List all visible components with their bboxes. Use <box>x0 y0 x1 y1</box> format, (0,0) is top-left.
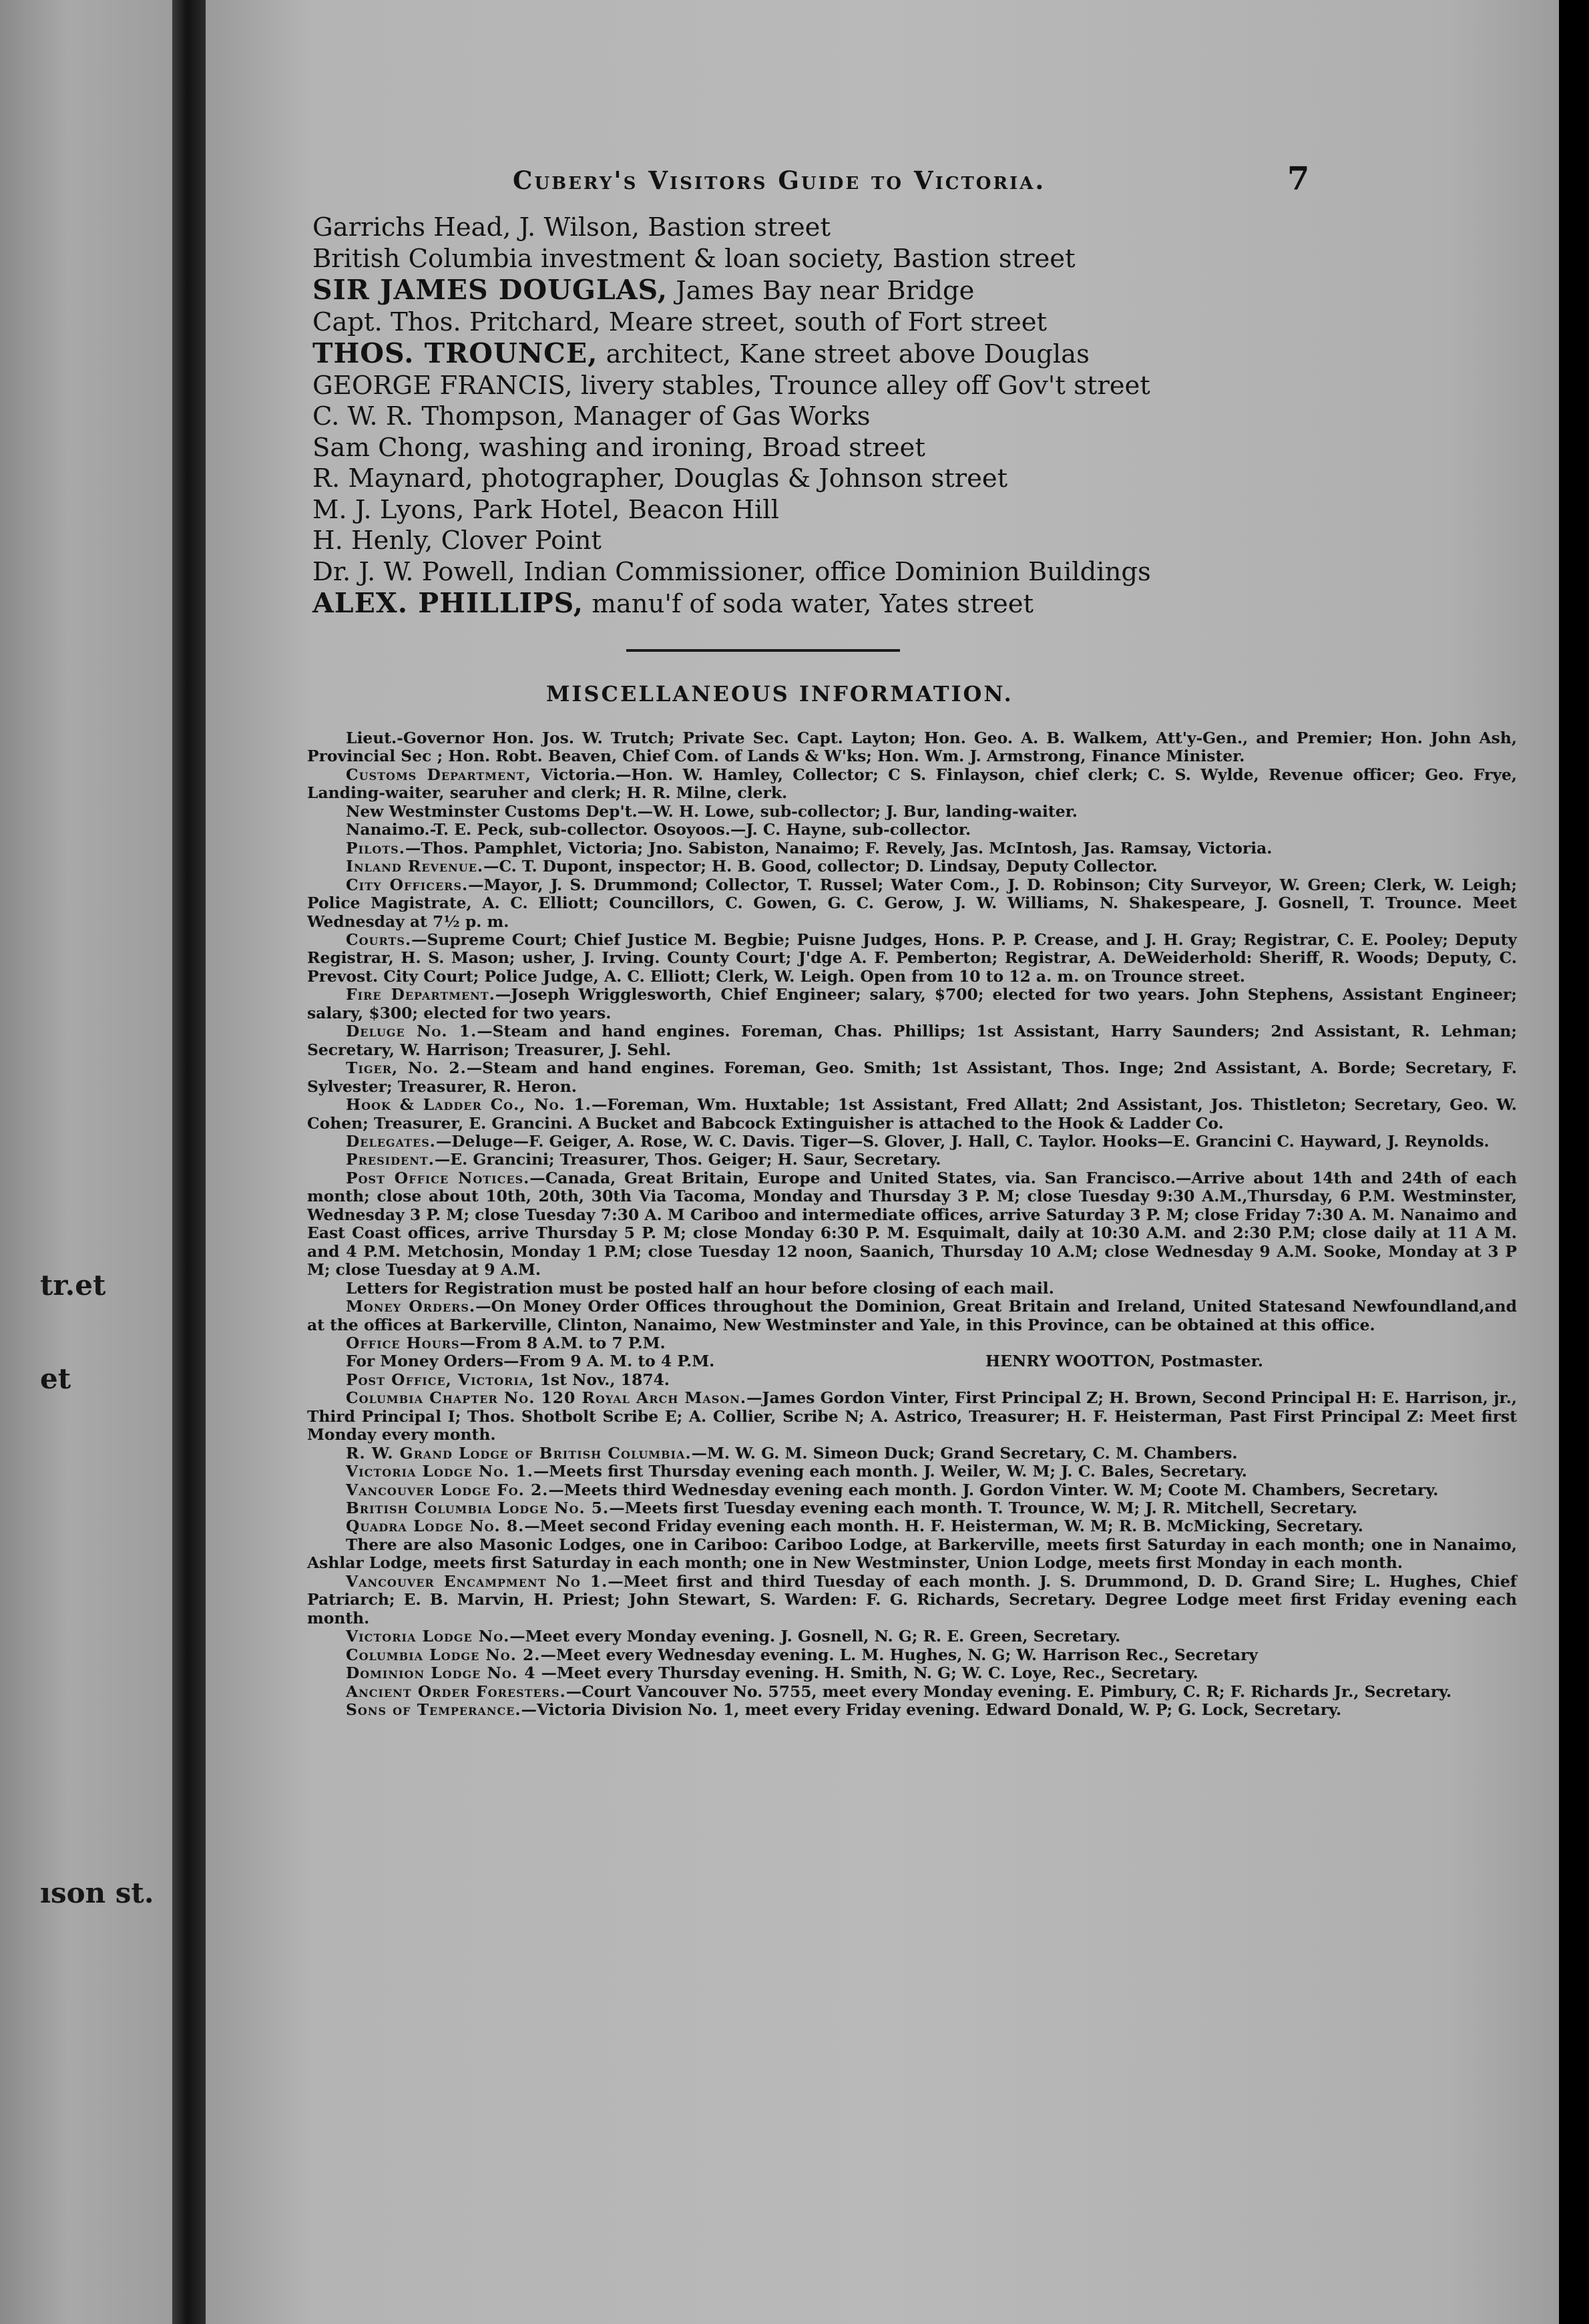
info-paragraph-heading: British Columbia Lodge No. 5. <box>346 1499 610 1518</box>
info-paragraph-heading: Money Orders. <box>346 1297 476 1316</box>
info-paragraph-text: —Deluge—F. Geiger, A. Rose, W. C. Davis. Tiger—S. Glover, J. Hall, C. Taylor. Hooks—E. Grancini C. Hayward, J. Reynolds. <box>435 1131 1490 1151</box>
info-paragraph <box>307 821 1517 839</box>
info-paragraph <box>307 1517 1517 1535</box>
info-paragraph-text: Letters for Registration must be posted half an hour before closing of each mail. <box>346 1278 1054 1298</box>
directory-entry-name: ALEX. PHILLIPS, <box>312 587 584 619</box>
info-paragraph-heading: Vancouver Lodge Fo. 2. <box>346 1480 549 1499</box>
info-paragraph <box>307 1334 1517 1352</box>
info-paragraph <box>307 1463 1517 1481</box>
info-paragraph-text: —Court Vancouver No. 5755, meet every Monday evening. E. Pimbury, C. R; F. Richards Jr., Secretary. <box>565 1682 1452 1701</box>
info-paragraph-heading: City Officers. <box>346 875 469 894</box>
info-paragraph-text: —Meets first Tuesday evening each month. T. Trounce, W. M; J. R. Mitchell, Secretary. <box>609 1499 1357 1518</box>
info-paragraph-text: —From 8 A.M. to 7 P.M. <box>459 1333 666 1352</box>
info-paragraph-text: There are also Masonic Lodges, one in Cariboo: Cariboo Lodge, at Barkerville, meets first Saturday in each month; one in Nanaimo, Ashlar Lodge, meets first Saturday in each month; one in New Westminster, Union Lodge, meets first Monday in each month. <box>307 1535 1517 1573</box>
directory-entry <box>312 495 1481 526</box>
info-paragraph-text: —Supreme Court; Chief Justice M. Begbie; Puisne Judges, Hons. P. P. Crease, and J. H. Gray; Registrar, C. E. Pooley; Deputy Registrar, H. S. Mason; usher, J. Irving. County Court; J'dge A. F. Pemberton; Registrar, A. DeWeiderhold: Sheriff, R. Woods; Deputy, C. Prevost. City Court; Police Judge, A. C. Elliott; Clerk, W. Leigh. Open from 10 to 12 a. m. on Trounce street. <box>307 930 1517 986</box>
info-paragraph-text: —Meets third Wednesday evening each month. J. Gordon Vinter. W. M; Coote M. Chambers, Secretary. <box>548 1480 1439 1499</box>
info-paragraph-heading: Customs Department, <box>346 765 531 784</box>
info-paragraph-text: —C. T. Dupont, inspector; H. B. Good, collector; D. Lindsay, Deputy Collector. <box>483 857 1158 876</box>
directory-entry-text: Sam Chong, washing and ironing, Broad street <box>312 432 925 463</box>
info-paragraph <box>307 931 1517 986</box>
directory-entry-name: THOS. TROUNCE, <box>312 337 598 369</box>
section-title: MISCELLANEOUS INFORMATION. <box>546 681 1013 707</box>
directory-entry-text: James Bay near Bridge <box>667 276 975 306</box>
directory-entry-text: British Columbia investment & loan society, Bastion street <box>312 243 1076 274</box>
section-divider <box>626 649 900 652</box>
info-paragraph-text: —Canada, Great Britain, Europe and United States, via. San Francisco.—Arrive about 14th and 24th of each month; close about 10th, 20th, 30th Via Tacoma, Monday and Thursday 3 P. M; close Tuesday 9:30 A.M.,Thursday, 6 P.M. Westminster, Wednesday 3 P. M; close Tuesday 7:30 A. M Cariboo and intermediate offices, arrive Saturday 3 P. M; close Friday 7:30 A. M. Nanaimo and East Coast offices, arrive Thursday 5 P. M; close Monday 6:30 P. M. Esquimalt, daily at 10:30 A.M. and 2:30 P.M; close daily at 11 A M. and 4 P.M. Metchosin, Monday 1 P.M; close Tuesday 12 noon, Saanich, Thursday 10 A.M; close Wednesday 9 A.M. Sooke, Monday at 3 P M; close Tuesday at 9 A.M. <box>307 1168 1518 1280</box>
info-paragraph <box>307 766 1517 803</box>
directory-entry-text: Capt. Thos. Pritchard, Meare street, south of Fort street <box>312 307 1048 337</box>
info-paragraph <box>307 1683 1517 1701</box>
directory-entry <box>312 433 1481 464</box>
info-paragraph-heading: Delegates. <box>346 1131 436 1151</box>
info-paragraph-heading: Inland Revenue. <box>346 857 484 876</box>
directory-entry <box>312 588 1481 620</box>
info-paragraph-text: Victoria.—Hon. W. Hamley, Collector; C S. Finlayson, chief clerk; C. S. Wylde, Revenue officer; Geo. Frye, Landing-waiter, searuher and clerk; H. R. Milne, clerk. <box>307 765 1517 803</box>
left-page-fragment: ıson st. <box>40 1877 154 1909</box>
info-paragraph-text: —Joseph Wrigglesworth, Chief Engineer; salary, $700; elected for two years. John Stephens, Assistant Engineer; salary, $300; elected for two years. <box>307 985 1517 1022</box>
scan-edge <box>1559 0 1589 2324</box>
info-paragraph-text: —On Money Order Offices throughout the Dominion, Great Britain and Ireland, United Statesand Newfoundland,and at the offices at Barkerville, Clinton, Nanaimo, New Westminster and Yale, in this Province, can be obtained at this office. <box>307 1297 1518 1334</box>
info-paragraph <box>307 1389 1517 1444</box>
info-paragraph-text: —Meet every Thursday evening. H. Smith, N. G; W. C. Loye, Rec., Secretary. <box>535 1664 1198 1683</box>
info-paragraph-heading: Vancouver Encampment No 1. <box>346 1571 608 1591</box>
info-paragraph-heading: Dominion Lodge No. 4 <box>346 1664 536 1683</box>
directory-entry-text: H. Henly, Clover Point <box>312 526 602 556</box>
directory-entry-text: manu'f of soda water, Yates street <box>584 589 1034 619</box>
info-paragraph-text: —Meet second Friday evening each month. H. F. Heisterman, W. M; R. B. McMicking, Secretary. <box>524 1517 1363 1536</box>
left-page-fragment: tr.et <box>40 1269 106 1302</box>
money-orders-line <box>307 1352 1517 1370</box>
info-paragraph-heading: Quadra Lodge No. 8. <box>346 1517 525 1536</box>
info-paragraph <box>307 857 1517 876</box>
info-paragraph <box>307 876 1517 931</box>
info-paragraph <box>307 1133 1517 1151</box>
info-paragraph <box>307 1701 1517 1719</box>
info-paragraph-text: —Steam and hand engines. Foreman, Geo. Smith; 1st Assistant, Thos. Inge; 2nd Assistant, A. Borde; Secretary, F. Sylvester; Treasurer, R. Heron. <box>307 1058 1518 1096</box>
info-paragraph-heading: Ancient Order Foresters. <box>346 1682 566 1701</box>
directory-entry <box>312 526 1481 557</box>
info-paragraph-text: —James Gordon Vinter, First Principal Z; H. Brown, Second Principal H: E. Harrison, jr., Third Principal I; Thos. Shotbolt Scribe E; A. Collier, Scribe N; A. Astrico, Treasurer; H. F. Heisterman, Past First Principal Z: Meet first Monday every month. <box>307 1388 1518 1444</box>
info-paragraph-text: —Thos. Pamphlet, Victoria; Jno. Sabiston, Nanaimo; F. Revely, Jas. McIntosh, Jas. Ramsay, Victoria. <box>405 838 1273 857</box>
info-paragraph-text: —Foreman, Wm. Huxtable; 1st Assistant, Fred Allatt; 2nd Assistant, Jos. Thistleton; Secretary, Geo. W. Cohen; Treasurer, E. Grancini. A Bucket and Babcock Extinguisher is attached to the Hook & Ladder Co. <box>307 1095 1518 1133</box>
directory-entry-text: Garrichs Head, J. Wilson, Bastion street <box>312 212 831 242</box>
info-paragraph-heading: Hook & Ladder Co., No. 1. <box>346 1095 592 1115</box>
info-paragraph <box>307 1664 1517 1682</box>
info-paragraph <box>307 1371 1517 1389</box>
running-header: Cubery's Visitors Guide to Victoria. <box>513 166 1046 195</box>
info-paragraph-text: —Steam and hand engines. Foreman, Chas. Phillips; 1st Assistant, Harry Saunders; 2nd Assistant, R. Lehman; Secretary, W. Harrison; Treasurer, J. Sehl. <box>307 1022 1517 1059</box>
info-paragraph-heading: Deluge No. 1. <box>346 1022 477 1041</box>
info-paragraph <box>307 1169 1517 1280</box>
left-page-fragment: et <box>40 1362 71 1395</box>
info-paragraph-heading: Victoria Lodge No. <box>346 1627 510 1646</box>
info-paragraph-heading: Post Office Notices. <box>346 1168 530 1187</box>
page-number: 7 <box>1287 160 1310 198</box>
directory-entry-text: M. J. Lyons, Park Hotel, Beacon Hill <box>312 494 779 525</box>
info-paragraph-heading: Courts. <box>346 930 412 949</box>
info-paragraph-heading: R. W. Grand Lodge of British Columbia. <box>346 1443 692 1463</box>
directory-entry-text: architect, Kane street above Douglas <box>598 339 1090 369</box>
info-paragraph-heading: Sons of Temperance. <box>346 1700 521 1720</box>
info-paragraph-text: —Victoria Division No. 1, meet every Friday evening. Edward Donald, W. P; G. Lock, Secretary. <box>521 1700 1342 1720</box>
info-paragraph-text: Lieut.-Governor Hon. Jos. W. Trutch; Private Sec. Capt. Layton; Hon. Geo. A. B. Walkem, Att'y-Gen., and Premier; Hon. John Ash, Provincial Sec ; Hon. Robt. Beaven, Chief Com. of Lands & W'ks; Hon. Wm. J. Armstrong, Finance Minister. <box>307 729 1517 766</box>
info-paragraph <box>307 1298 1517 1334</box>
info-paragraph-heading: Pilots. <box>346 838 405 857</box>
info-paragraph-heading: Columbia Lodge No. 2. <box>346 1645 541 1664</box>
info-paragraph <box>307 1481 1517 1499</box>
info-paragraph <box>307 1627 1517 1645</box>
info-paragraph <box>307 1022 1517 1059</box>
directory-entry-text: Dr. J. W. Powell, Indian Commissioner, office Dominion Buildings <box>312 556 1151 587</box>
info-paragraph-heading: Tiger, No. 2. <box>346 1058 467 1078</box>
info-paragraph <box>307 1444 1517 1463</box>
info-paragraph <box>307 1059 1517 1096</box>
info-paragraph-text: Nanaimo.-T. E. Peck, sub-collector. Osoyoos.—J. C. Hayne, sub-collector. <box>346 820 971 839</box>
directory-entry <box>312 274 1481 307</box>
info-paragraph <box>307 1536 1517 1573</box>
info-paragraph <box>307 1151 1517 1169</box>
info-paragraph-text: 1st Nov., 1874. <box>534 1370 670 1389</box>
book-page <box>206 0 1559 2324</box>
info-paragraph-text: —Meet every Monday evening. J. Gosnell, N. G; R. E. Green, Secretary. <box>509 1627 1121 1646</box>
info-paragraph-text: —E. Grancini; Treasurer, Thos. Geiger; H. Saur, Secretary. <box>434 1150 941 1169</box>
directory-entry <box>312 401 1481 433</box>
directory-entry-name: SIR JAMES DOUGLAS, <box>312 274 668 306</box>
info-paragraph <box>307 1573 1517 1627</box>
directory-entry <box>312 338 1481 371</box>
book-gutter <box>172 0 206 2324</box>
left-facing-page <box>0 0 172 2324</box>
info-paragraph <box>307 1096 1517 1133</box>
misc-information <box>307 729 1517 1719</box>
info-paragraph <box>307 1646 1517 1664</box>
info-paragraph-heading: Office Hours <box>346 1333 460 1352</box>
directory-list <box>312 212 1481 620</box>
directory-entry <box>312 212 1481 244</box>
info-paragraph <box>307 986 1517 1022</box>
directory-entry <box>312 307 1481 339</box>
info-paragraph-text: —Meet first and third Tuesday of each month. J. S. Drummond, D. D. Grand Sire; L. Hughes, Chief Patriarch; E. B. Marvin, H. Priest; John Stewart, S. Warden: F. G. Richards, Secretary. Degree Lodge meet first Friday evening each month. <box>307 1571 1517 1627</box>
info-paragraph <box>307 1280 1517 1298</box>
info-paragraph <box>307 729 1517 766</box>
postmaster-signature: HENRY WOOTTON, Postmaster. <box>985 1352 1263 1371</box>
info-paragraph <box>307 839 1517 857</box>
directory-entry <box>312 463 1481 495</box>
directory-entry <box>312 557 1481 588</box>
directory-entry-text: GEORGE FRANCIS, livery stables, Trounce alley off Gov't street <box>312 370 1150 401</box>
directory-entry-text: R. Maynard, photographer, Douglas & Johnson street <box>312 463 1008 494</box>
info-paragraph <box>307 1499 1517 1517</box>
directory-entry-text: C. W. R. Thompson, Manager of Gas Works <box>312 401 871 431</box>
info-paragraph-text: —M. W. G. M. Simeon Duck; Grand Secretary, C. M. Chambers. <box>691 1443 1238 1463</box>
directory-entry <box>312 371 1481 402</box>
directory-entry <box>312 244 1481 275</box>
info-paragraph-text: New Westminster Customs Dep't.—W. H. Lowe, sub-collector; J. Bur, landing-waiter. <box>346 801 1078 821</box>
info-paragraph-text: —Meets first Thursday evening each month. J. Weiler, W. M; J. C. Bales, Secretary. <box>533 1462 1247 1481</box>
info-paragraph <box>307 803 1517 821</box>
info-paragraph-heading: Post Office, Victoria, <box>346 1370 535 1389</box>
info-paragraph-heading: Fire Department. <box>346 985 495 1004</box>
info-paragraph-text: —Mayor, J. S. Drummond; Collector, T. Russel; Water Com., J. D. Robinson; City Surveyor, W. Green; Clerk, W. Leigh; Police Magistrate, A. C. Elliott; Councillors, C. Gowen, G. C. Gerow, J. W. Williams, N. Shakespeare, J. Gosnell, T. Trounce. Meet Wednesday at 7½ p. m. <box>307 875 1517 931</box>
info-paragraph-text: —Meet every Wednesday evening. L. M. Hughes, N. G; W. Harrison Rec., Secretary <box>540 1645 1259 1664</box>
info-paragraph-heading: Victoria Lodge No. 1. <box>346 1462 533 1481</box>
info-paragraph-heading: President. <box>346 1150 435 1169</box>
money-orders-hours: For Money Orders—From 9 A. M. to 4 P.M. <box>346 1352 715 1371</box>
info-paragraph-heading: Columbia Chapter No. 120 Royal Arch Mason. <box>346 1388 747 1408</box>
